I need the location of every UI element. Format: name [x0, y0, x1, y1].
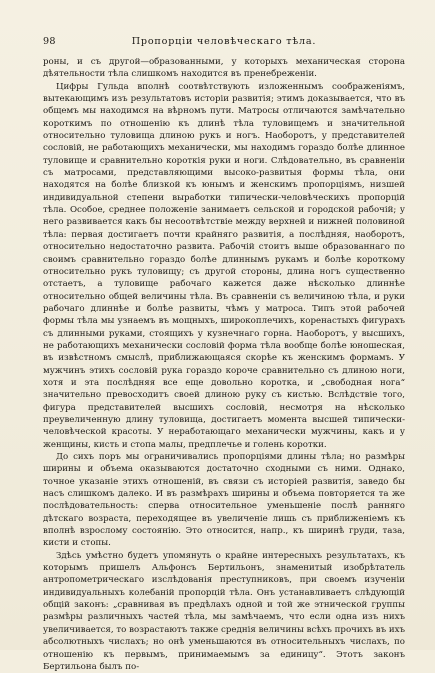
running-head: [43, 36, 405, 52]
paragraph-bertillon: Здѣсь умѣстно будетъ упомянуть о крайне интересныхъ результатахъ, къ которымъ пришелъ Альфонсъ Бертильонъ, знаменитый изобрѣтатель антропометрическаго изслѣдованія преступниковъ, при своемъ изученіи индивидуальныхъ колебаній пропорцій тѣла. Онъ устанавливаетъ слѣдующій общій законъ: „сравнивая въ предѣлахъ одной и той же этнической группы размѣры различныхъ частей тѣла, мы замѣчаемъ, что если одна изъ нихъ увеличивается, то возрастаютъ также среднія величины всѣхъ прочихъ въ ихъ абсолютныхъ числахъ; но онѣ уменьшаются въ относительныхъ числахъ, по отношенію къ первымъ, принимаемымъ за единицу“. Этотъ законъ Бертильона былъ по-: [43, 550, 405, 672]
running-title: Пропорціи человѣческаго тѣла.: [131, 36, 317, 47]
paragraph-continuation: роны, и съ другой—образованными, у которыхъ механическая сторона дѣятельности тѣла слишкомъ находится въ пренебреженіи.: [43, 57, 405, 80]
body-text: [43, 56, 405, 673]
paragraph-gould-figures: Цифры Гульда вполнѣ соотвѣтствують изложеннымъ соображеніямъ, вытекающимъ изъ результатовъ исторіи развитія; этимъ доказывается, что въ общемъ мы находимся на вѣрномъ пути. Матросы отличаются замѣчательно короткимъ по отношенію къ длинѣ тѣла туловищемъ и значительной относительно туловища длиною рукъ и ногъ. Наоборотъ, у представителей сословій, не работающихъ механически, мы находимъ гораздо болѣе длинное туловище и сравнительно короткія руки и ноги. Слѣдовательно, въ сравненіи съ матросами, представляющими высоко-развитыя формы тѣла, они находятся на болѣе близкой къ юнымъ и женскимъ пропорціямъ, низшей индивидуальной степени выработки типически-человѣческихъ пропорцій тѣла. Особое, среднее положеніе занимаетъ сельской и городской рабочій; у него развивается какъ бы несоотвѣтствіе между верхней и нижней половиной тѣла: первая достигаетъ почти крайняго развитія, а послѣдняя, наоборотъ, относительно недостаточно развита. Рабочій стоитъ выше образованнаго по своимъ сравнительно гораздо болѣе длиннымъ рукамъ и болѣе короткому относительно рукъ туловищу; съ другой стороны, длина ногъ существенно отстаетъ, а туловище рабочаго кажется даже нѣсколько длиннѣе относительно общей величины тѣла. Въ сравненіи съ величиною тѣла, и руки рабочаго длиннѣе и болѣе развиты, чѣмъ у матроса. Типъ этой рабочей формы тѣла мы узнаемъ въ мощныхъ, широкоплечихъ, коренастыхъ фигурахъ съ длинными руками, стоящихъ у кузнечнаго горна. Наоборотъ, у высшихъ, не работающихъ механически сословій форма тѣла вообще болѣе юношеская, въ извѣстномъ смыслѣ, приближающаяся скорѣе къ женскимъ формамъ. У мужчинъ этихъ сословій рука гораздо короче сравнительно съ длиною ноги, хотя и эта послѣдняя все еще довольно коротка, и „свободная нога“ значительно превосходитъ своей длиною руку съ кистью. Вслѣдствіе того, фигура представителей высшихъ сословій, несмотря на нѣсколько преувеличенную длину туловища, достигаетъ момента высшей типически-человѣческой красоты. У неработающаго механически мужчины, какъ и у женщины, кисть и стопа малы, предплечье и голень коротки.: [43, 81, 405, 450]
paragraph-width-volume: До сихъ поръ мы ограничивались пропорціями длины тѣла; но размѣры ширины и объема оказываются достаточно сходными съ ними. Однако, точное указаніе этихъ отношеній, въ связи съ исторіей развитія, заведо бы насъ слишкомъ далеко. И въ размѣрахъ ширины и объема повторяется та же послѣдовательность: сперва относительное уменьшеніе послѣ ранняго дѣтскаго возраста, переходящее въ увеличеніе лишь съ приближеніемъ къ вполнѣ взрослому состоянію. Это относится, напр., къ ширинѣ груди, таза, кисти и стопы.: [43, 452, 405, 549]
page-number: 98: [43, 36, 56, 47]
